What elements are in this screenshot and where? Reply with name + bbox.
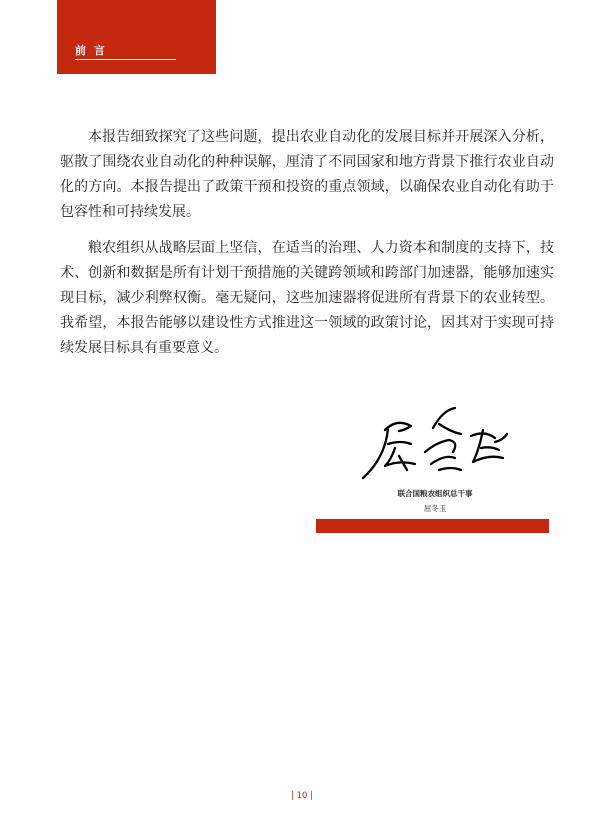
- section-header-block: [57, 0, 216, 74]
- handwritten-signature: [355, 400, 515, 484]
- signature-accent-bar: [316, 519, 549, 533]
- body-paragraph-2: 粮农组织从战略层面上坚信，在适当的治理、人力资本和制度的支持下，技术、创新和数据是所有计划干预措施的关键跨领域和跨部门加速器，能够加速实现目标，减少利弊权衡。毫无疑问，这些加速器将促进所有背景下的农业转型。我希望，本报告能够以建设性方式推进这一领域的政策讨论，因其对于实现可持续发展目标具有重要意义。: [60, 240, 554, 356]
- header-rule: [75, 59, 176, 60]
- section-title: 前 言: [75, 44, 107, 57]
- body-paragraph-1: 本报告细致探究了这些问题，提出农业自动化的发展目标并开展深入分析，驱散了围绕农业自动化的种种误解，厘清了不同国家和地方背景下推行农业自动化的方向。本报告提出了政策干预和投资的重点领域，以确保农业自动化有助于包容性和可持续发展。: [60, 129, 554, 220]
- page-number: | 10 |: [291, 791, 313, 801]
- signatory-title: 联合国粮农组织总干事: [397, 489, 473, 498]
- signatory-name: 屈冬玉: [423, 504, 447, 513]
